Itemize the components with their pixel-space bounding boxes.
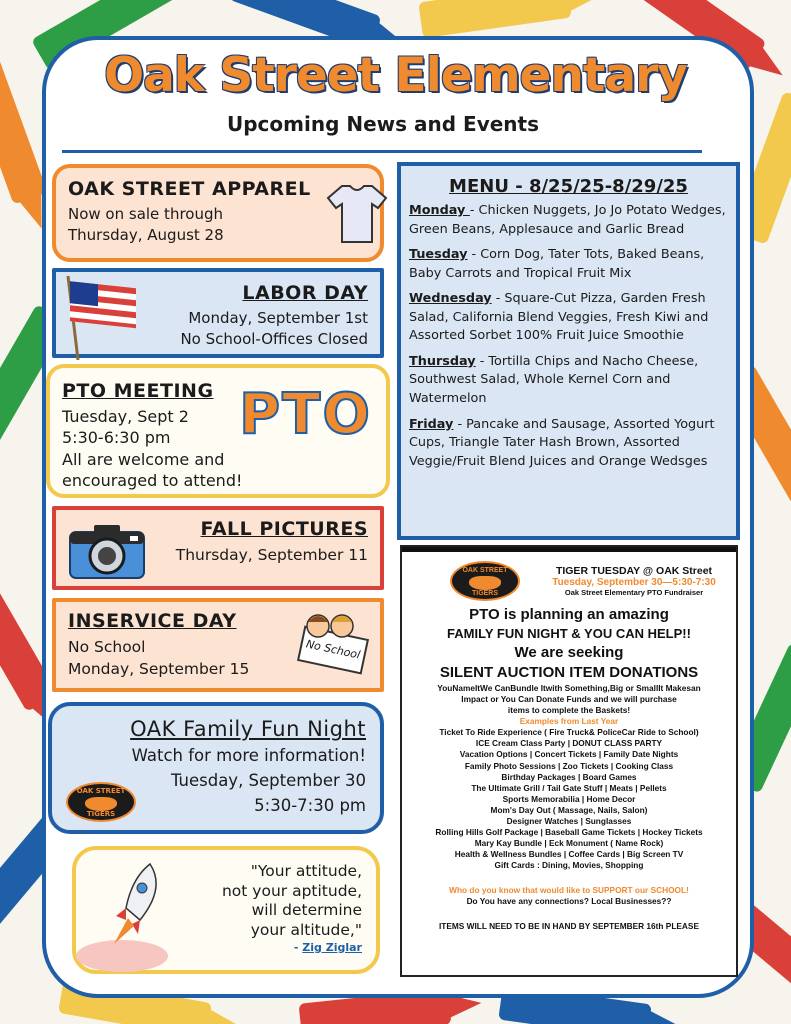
flyer-big1: PTO is planning an amazing — [469, 606, 669, 623]
pto-meeting-card — [46, 364, 390, 498]
flyer-example: Designer Watches | Sunglasses — [506, 815, 632, 826]
tiger-face-icon — [85, 797, 117, 811]
tiger-face-icon — [469, 576, 501, 590]
flyer-example: Ticket To Ride Experience ( Fire Truck& PoliceCar Ride to School) — [439, 727, 699, 738]
flyer-example: Sports Memorabilia | Home Decor — [502, 793, 636, 804]
newsletter-title: Oak Street Elementary — [104, 48, 687, 103]
flyer-logo-bottom: TIGERS — [471, 589, 499, 597]
flyer-intro2: Impact or You Can Donate Funds and we will purchase — [461, 694, 677, 705]
tigers-logo-top: OAK STREET — [76, 787, 126, 795]
fall-pictures-heading: FALL PICTURES — [200, 518, 368, 540]
menu-wednesday — [409, 290, 728, 346]
no-school-sign-text: No School — [304, 637, 362, 662]
flyer-intro1: YouNameItWe CanBundle Itwith Something,Big or SmallIt Makesan — [437, 683, 701, 694]
silent-auction-flyer — [400, 545, 738, 977]
flyer-logo-top: OAK STREET — [462, 567, 508, 574]
camera-icon — [68, 522, 146, 580]
flyer-big4: SILENT AUCTION ITEM DONATIONS — [439, 664, 699, 682]
apparel-line1: Now on sale through — [68, 204, 223, 223]
inservice-card — [52, 598, 384, 692]
flyer-example: ICE Cream Class Party | DONUT CLASS PARTY — [475, 738, 663, 749]
pto-meeting-line3: All are welcome and — [62, 449, 225, 469]
crayon-icon — [418, 0, 572, 38]
inservice-line2: Monday, September 15 — [68, 660, 250, 679]
flyer-example: The Ultimate Grill / Tail Gate Stuff | Meats | Pellets — [471, 782, 667, 793]
flyer-tigers-logo — [450, 561, 520, 601]
american-flag-icon — [58, 272, 142, 362]
labor-day-card — [52, 268, 384, 358]
flyer-support: Who do you know that would like to SUPPORT our SCHOOL! — [449, 884, 689, 895]
fun-night-card — [48, 702, 384, 834]
apparel-line2: Thursday, August 28 — [68, 226, 224, 245]
menu-items: - Corn Dog, Tater Tots, Baked Beans, Baby Carrots and Tropical Fruit Mix — [409, 247, 705, 281]
fun-night-line1: Watch for more information! — [131, 746, 366, 766]
tigers-logo-bottom: TIGERS — [86, 809, 116, 818]
header-divider — [62, 150, 702, 153]
quote-author: Zig Ziglar — [302, 940, 362, 954]
fun-night-line3: 5:30-7:30 pm — [254, 795, 366, 815]
menu-thursday — [409, 353, 728, 409]
fun-night-line2: Tuesday, September 30 — [170, 771, 366, 791]
pto-meeting-line4: encouraged to attend! — [62, 471, 243, 491]
quote-line4: your altitude," — [250, 921, 362, 940]
flyer-body — [402, 605, 736, 932]
flyer-header — [534, 565, 734, 597]
labor-day-heading: LABOR DAY — [242, 282, 368, 304]
menu-items: - Pancake and Sausage, Assorted Yogurt Cups, Triangle Tater Hash Brown, Assorted Veggie/Fruit Blend Juices and Orange Wedsges — [409, 416, 715, 469]
fall-pictures-line1: Thursday, September 11 — [175, 545, 368, 564]
flyer-intro3: items to complete the Baskets! — [507, 705, 631, 716]
pto-art: PTO — [239, 382, 372, 447]
quote-line1: "Your attitude, — [250, 862, 362, 880]
flyer-example: Vacation Options | Concert Tickets | Family Date Nights — [459, 749, 679, 760]
quote-card — [72, 846, 380, 974]
newsletter-subtitle: Upcoming News and Events — [227, 112, 539, 136]
flyer-big2: FAMILY FUN NIGHT & YOU CAN HELP!! — [447, 626, 691, 642]
menu-day: Tuesday — [409, 247, 468, 263]
labor-day-line1: Monday, September 1st — [188, 308, 368, 327]
flyer-top-bar — [402, 547, 736, 552]
menu-items: - Square-Cut Pizza, Garden Fresh Salad, California Blend Veggies, Fresh Kiwi and Assorted Sorbet 100% Fruit Juice Smoothie — [409, 291, 709, 344]
flyer-big3: We are seeking — [514, 643, 624, 661]
flyer-fundraiser: Oak Street Elementary PTO Fundraiser — [564, 588, 704, 597]
menu-day: Wednesday — [409, 291, 492, 307]
menu-items: - Chicken Nuggets, Jo Jo Potato Wedges, Green Beans, Applesauce and Garlic Bread — [409, 203, 726, 237]
flyer-example: Gift Cards : Dining, Movies, Shopping — [494, 859, 644, 870]
flyer-examples-label: Examples from Last Year — [519, 716, 619, 727]
flyer-date: Tuesday, September 30—5:30-7:30 — [552, 577, 716, 588]
inservice-heading: INSERVICE DAY — [68, 610, 237, 632]
rocket-icon — [74, 858, 178, 974]
lunch-menu — [397, 162, 740, 540]
tigers-logo — [66, 782, 136, 822]
flyer-example: Birthday Packages | Board Games — [501, 771, 637, 782]
menu-day: Friday — [409, 416, 454, 432]
menu-monday — [409, 202, 728, 239]
flyer-example: Family Photo Sessions | Zoo Tickets | Cooking Class — [464, 760, 674, 771]
pto-meeting-line2: 5:30-6:30 pm — [62, 428, 171, 448]
menu-day: Monday — [409, 203, 470, 219]
flyer-connections: Do You have any connections? Local Businesses?? — [466, 895, 672, 906]
apparel-heading: OAK STREET APPAREL — [68, 178, 311, 200]
menu-friday — [409, 416, 728, 472]
quote-line2: not your aptitude, — [221, 881, 362, 900]
fun-night-heading: OAK Family Fun Night — [130, 717, 366, 741]
pto-meeting-heading: PTO MEETING — [62, 380, 214, 402]
flyer-example: Health & Wellness Bundles | Coffee Cards | Big Screen TV — [454, 848, 684, 859]
flyer-example: Mary Kay Bundle | Eck Monument ( Name Rock) — [474, 837, 664, 848]
quote-line3: will determine — [251, 901, 362, 920]
kids-faces-icon — [300, 610, 362, 638]
flyer-example: Rolling Hills Golf Package | Baseball Game Tickets | Hockey Tickets — [435, 826, 703, 837]
quote-author-prefix: - — [293, 940, 303, 954]
flyer-deadline: ITEMS WILL NEED TO BE IN HAND BY SEPTEMBER 16th PLEASE — [438, 920, 699, 931]
flyer-title: TIGER TUESDAY @ OAK Street — [555, 565, 713, 577]
menu-tuesday — [409, 246, 728, 283]
pto-meeting-line1: Tuesday, Sept 2 — [62, 406, 189, 426]
fall-pictures-card — [52, 506, 384, 590]
menu-heading: MENU - 8/25/25-8/29/25 — [449, 176, 688, 197]
apparel-card — [52, 164, 384, 262]
flyer-example: Mom's Day Out ( Massage, Nails, Salon) — [490, 804, 648, 815]
menu-day: Thursday — [409, 353, 476, 369]
tshirt-icon — [324, 182, 390, 246]
inservice-line1: No School — [68, 637, 146, 656]
menu-items: - Tortilla Chips and Nacho Cheese, Southwest Salad, Whole Kernel Corn and Watermelon — [409, 353, 699, 407]
labor-day-line2: No School-Offices Closed — [180, 330, 368, 349]
